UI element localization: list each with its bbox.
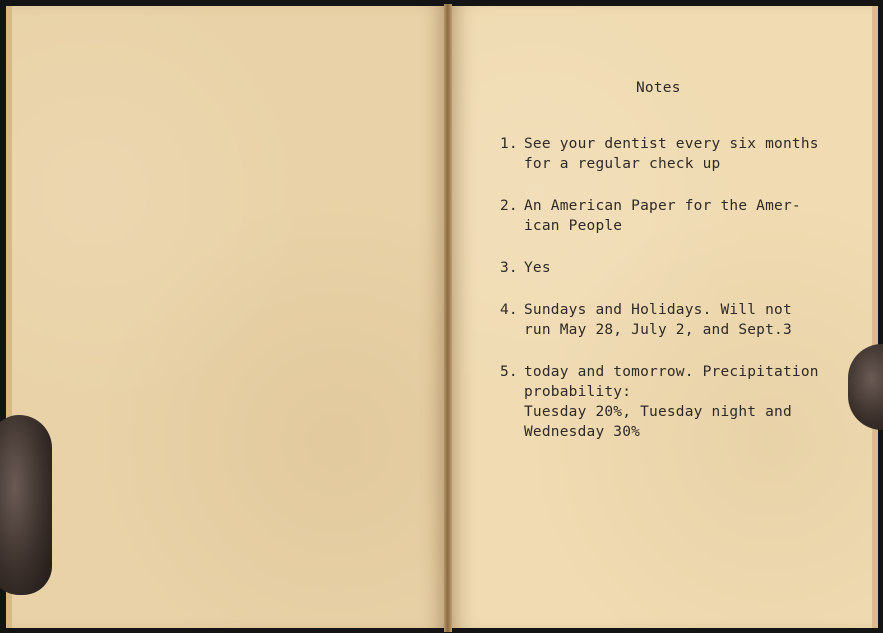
note-number: 3. [500, 260, 518, 276]
left-page-blank [6, 6, 446, 628]
notes-list [500, 134, 870, 464]
note-item-4 [500, 300, 870, 340]
note-item-5 [500, 362, 870, 442]
note-item-1 [500, 134, 870, 174]
left-thumb [0, 415, 52, 595]
book-gutter [444, 4, 452, 632]
note-text: Yes [524, 260, 551, 276]
note-text: An American Paper for the Amer- ican People [524, 198, 801, 234]
note-text: Sundays and Holidays. Will not run May 28, July 2, and Sept.3 [524, 302, 792, 338]
note-number: 4. [500, 302, 518, 318]
note-item-2 [500, 196, 870, 236]
note-text: See your dentist every six months for a regular check up [524, 136, 819, 172]
note-number: 2. [500, 198, 518, 214]
right-page-edge [872, 6, 878, 628]
note-number: 5. [500, 364, 518, 380]
note-item-3 [500, 258, 870, 278]
note-text: today and tomorrow. Precipitation probability: Tuesday 20%, Tuesday night and Wednesday 30% [524, 364, 819, 440]
note-number: 1. [500, 136, 518, 152]
notes-heading: Notes [636, 80, 681, 96]
